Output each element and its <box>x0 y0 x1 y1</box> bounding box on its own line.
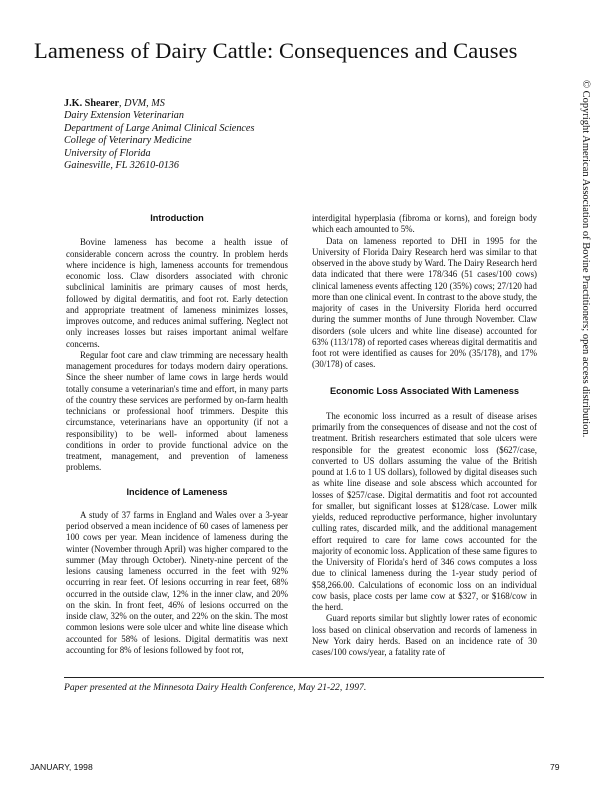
paper-title: Lameness of Dairy Cattle: Consequences and Causes <box>34 38 518 63</box>
author-affiliation-1: Dairy Extension Veterinarian <box>64 110 184 122</box>
intro-paragraph-2: Regular foot care and claw trimming are necessary health management procedures for todays modern dairy operations. Since the sheer number of lame cows in large herds would totally consume a veterinarian's time and effort, in many parts of the country these services are performed by on-farm health technicians or professional hoof trimmers. Despite this circumstance, veterinarians have an opportunity (if not a responsibility) to be well- informed about lameness conditions in order to provide functional advice on the treatment, management, and prevention of lameness problems. <box>66 349 288 473</box>
incidence-paragraph: A study of 37 farms in England and Wales over a 3-year period observed a mean incidence of 60 cases of lameness per 100 cows per year. Mean incidence of lameness during the winter (November through April) was higher compared to the summer (May through October). Ninety-nine percent of the lesions causing lameness occurred in the feet with 92% occurring in rear feet. Of lesions occurring in rear feet, 68% occurred in the outside claw, 12% in the inner claw, and 20% on the skin. In front feet, 46% of lesions occurred on the inside claw, 32% on the outer, and 22% on the skin. The most common lesions were sole ulcer and white line disease which accounted for 58% of lesions. Digital dermatitis was next accounting for 8% of lesions followed by foot rot, <box>66 509 288 655</box>
author-affiliation-5: Gainesville, FL 32610-0136 <box>64 160 179 172</box>
issue-date: JANUARY, 1998 <box>30 762 93 772</box>
introduction-heading: Introduction <box>150 213 204 223</box>
continued-paragraph: interdigital hyperplasia (fibroma or korns), and foreign body which each amounted to 5%. <box>312 213 537 235</box>
page-number: 79 <box>550 762 560 772</box>
author-block <box>64 98 254 172</box>
economic-loss-heading: Economic Loss Associated With Lameness <box>330 385 519 396</box>
economic-paragraph-2: Guard reports similar but slightly lower rates of economic loss based on clinical observation and records of lameness in New York dairy herds. Based on an incidence rate of 30 cases/100 cows/year, a fatality rate of <box>312 613 537 657</box>
author-affiliation-4: University of Florida <box>64 147 151 159</box>
right-column <box>312 213 537 658</box>
footnote-rule <box>64 677 544 678</box>
copyright-notice: © Copyright American Association of Bovine Practitioners; open access distribution. <box>580 80 591 438</box>
author-affiliation-3: College of Veterinary Medicine <box>64 135 192 147</box>
dhi-paragraph: Data on lameness reported to DHI in 1995 for the University of Florida Dairy Research herd was similar to that observed in the above study by Ward. The Dairy Research herd data indicated that there were 178/346 (51 cases/100 cows) clinical lameness events affecting 120 (35%) cows; 27/120 had more than one clinical event. In contrast to the above study, the majority of cases in the University Florida herd occurred during the summer months of June through November. Claw disorders (sole ulcers and white line disease) accounted for 63% (113/178) of reported cases whereas digital dermatitis and foot rot were identified as causes for 20% (35/178), and 17% (30/178) of cases. <box>312 235 537 370</box>
author-name-line <box>64 98 165 109</box>
economic-paragraph-1: The economic loss incurred as a result of disease arises primarily from the consequences of disease and not the cost of treatment. British researchers estimated that sole ulcers were responsible for the greatest economic loss ($627/case, converted to US dollars assuming the value of the British pound at 1.6 to 1 US dollars), followed by digital diseases such as white line disease and sole abscess which accounted for losses of $257/case. Digital dermatitis and foot rot accounted for smaller, but significant losses at $128/case. Lower milk yields, reduced reproductive performance, higher involuntary culling rates, discarded milk, and the additional management effort required to care for lame cows accounted for the majority of economic loss. Application of these same figures to the University of Florida's herd of 346 cows computes a loss due to clinical lameness during the 1-year study period of $58,266.00. Calculations of economic loss on an individual cow basis, place costs per lame cow at $327, or $168/cow in the herd. <box>312 410 537 612</box>
author-degrees: , DVM, MS <box>119 98 165 109</box>
left-column <box>66 213 288 656</box>
incidence-heading: Incidence of Lameness <box>126 486 228 497</box>
author-affiliation-2: Department of Large Animal Clinical Sciences <box>64 122 255 134</box>
paper-presented-note: Paper presented at the Minnesota Dairy Health Conference, May 21-22, 1997. <box>64 682 367 693</box>
author-name: J.K. Shearer <box>64 98 119 109</box>
intro-paragraph-1: Bovine lameness has become a health issue of considerable concern across the country. In problem herds where incidence is high, lameness accounts for tremendous economic loss. Claw disorders associated with chronic subclinical laminitis are primary causes of most herds, followed by digital dermatitis, and foot rot. Early detection and appropriate treatment of lameness minimizes losses, improves outcome, and reduces animal suffering. Neglect not only increases losses but raises important animal welfare concerns. <box>66 237 288 349</box>
